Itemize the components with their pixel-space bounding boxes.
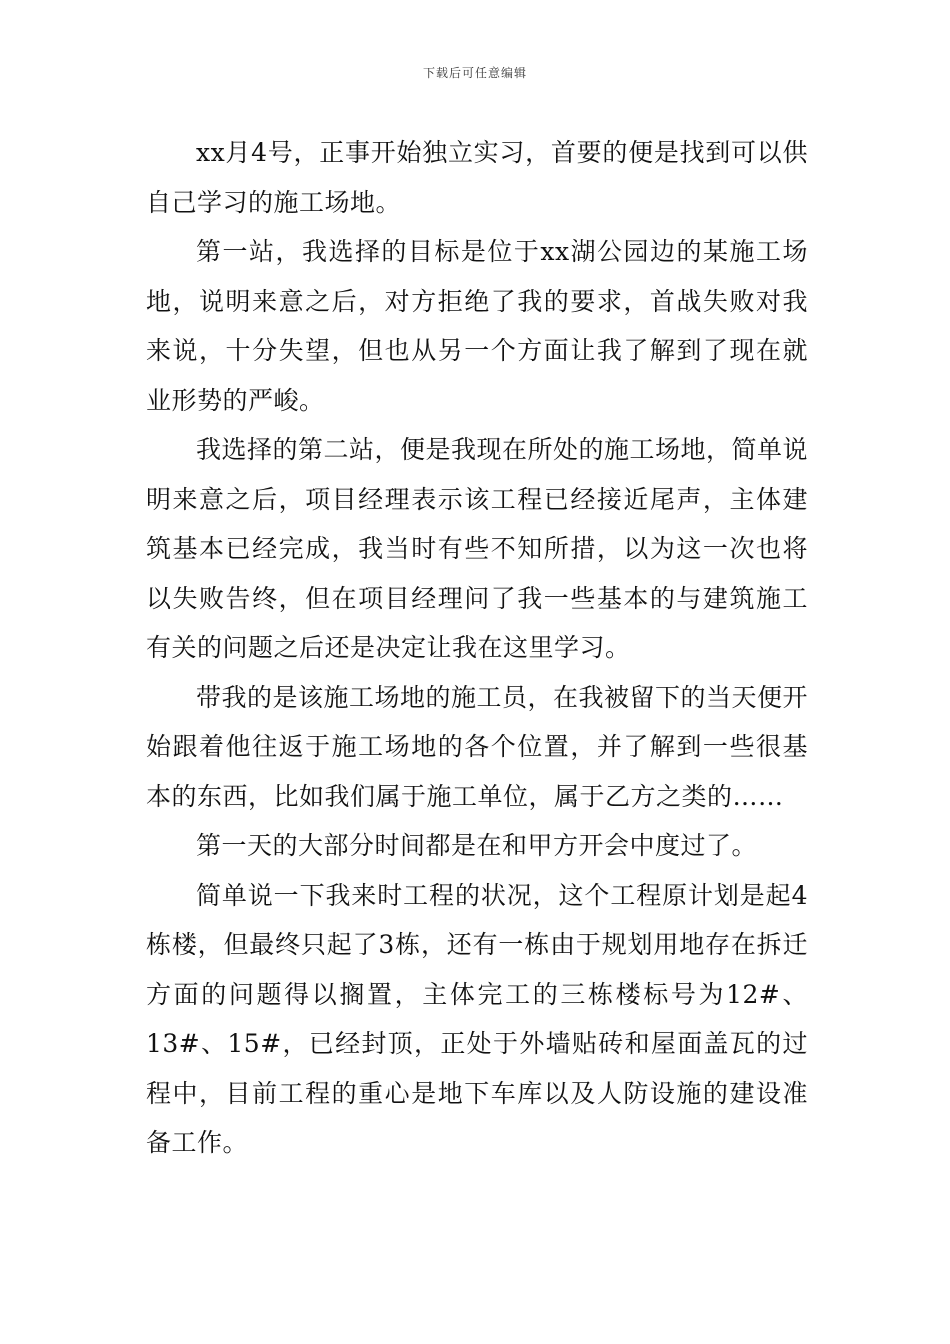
header-note: 下载后可任意编辑 (422, 66, 527, 80)
paragraph-2: 第一站，我选择的目标是位于xx湖公园边的某施工场地，说明来意之后，对方拒绝了我的要求，首战失败对我来说，十分失望，但也从另一个方面让我了解到了现在就业形势的严峻。 (146, 237, 808, 415)
paragraph-6: 简单说一下我来时工程的状况，这个工程原计划是起4栋楼，但最终只起了3栋，还有一栋由于规划用地存在拆迁方面的问题得以搁置，主体完工的三栋楼标号为12#、13#、15#，已经封顶，正处于外墙贴砖和屋面盖瓦的过程中，目前工程的重心是地下车库以及人防设施的建设准备工作。 (146, 880, 808, 1157)
paragraph-1: xx月4号，正事开始独立实习，首要的便是找到可以供自己学习的施工场地。 (146, 138, 808, 217)
paragraph-5: 第一天的大部分时间都是在和甲方开会中度过了。 (196, 831, 758, 860)
document-body (146, 128, 808, 1168)
paragraph-3: 我选择的第二站，便是我现在所处的施工场地，简单说明来意之后，项目经理表示该工程已经接近尾声，主体建筑基本已经完成，我当时有些不知所措，以为这一次也将以失败告终，但在项目经理问了我一些基本的与建筑施工有关的问题之后还是决定让我在这里学习。 (146, 435, 809, 662)
paragraph-4: 带我的是该施工场地的施工员，在我被留下的当天便开始跟着他往返于施工场地的各个位置，并了解到一些很基本的东西，比如我们属于施工单位，属于乙方之类的…… (146, 682, 809, 811)
